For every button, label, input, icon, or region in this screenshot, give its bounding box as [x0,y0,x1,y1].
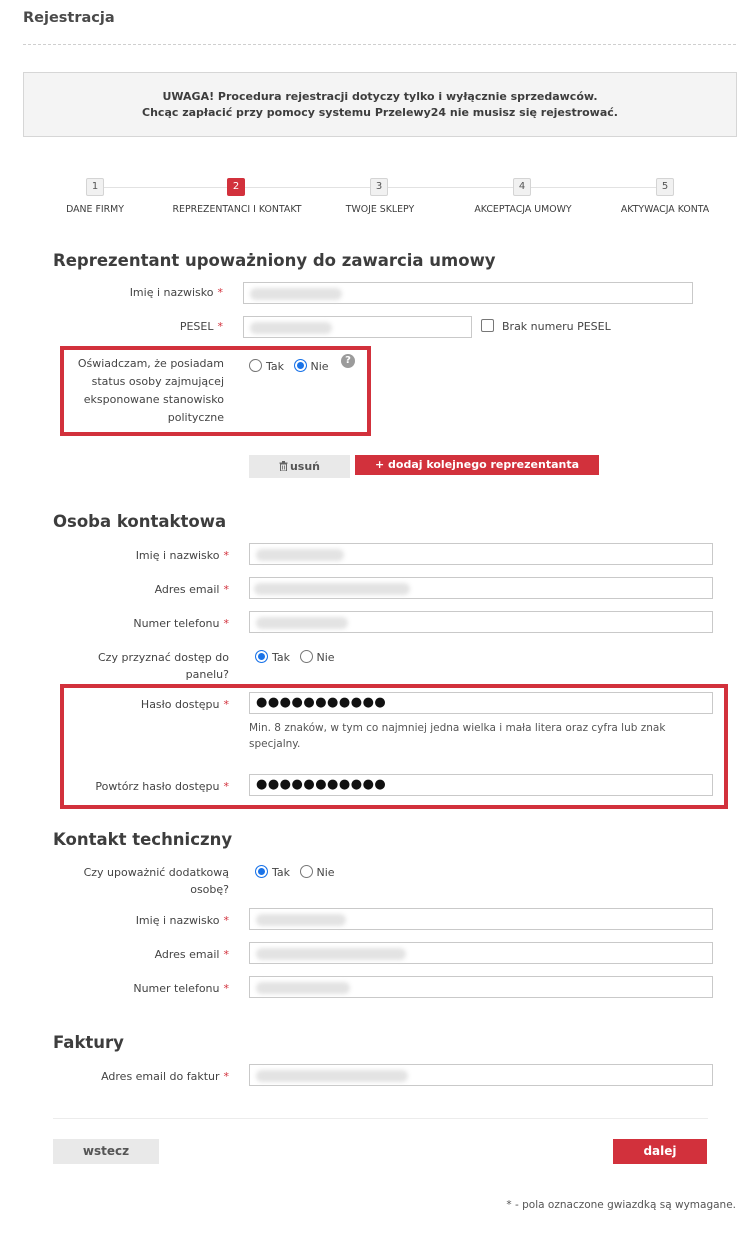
step-2-label: REPREZENTANCI I KONTAKT [172,204,302,215]
tech-email-input[interactable] [249,942,713,964]
step-1-label: DANE FIRMY [66,204,124,215]
authorize-label: Czy upoważnić dodatkową osobę? [83,866,229,896]
access-yes-radio[interactable] [255,650,268,663]
title-divider [23,44,736,45]
pesel-input[interactable] [243,316,472,338]
pep-label: Oświadczam, że posiadam status osoby zajmującej eksponowane stanowisko polityczne [77,357,224,424]
no-pesel-checkbox[interactable] [481,319,494,332]
pep-no-label: Nie [310,360,329,373]
contact-heading: Osoba kontaktowa [53,512,227,531]
password-input[interactable]: ●●●●●●●●●●● [249,692,713,714]
step-4-label: AKCEPTACJA UMOWY [474,204,572,215]
tech-phone-input[interactable] [249,976,713,998]
technical-heading: Kontakt techniczny [53,830,233,849]
contact-email-label: Adres email * [154,583,229,596]
authorize-radio-group [255,865,341,879]
step-1-number[interactable]: 1 [86,178,104,196]
step-5-number[interactable]: 5 [656,178,674,196]
tech-phone-label: Numer telefonu * [133,982,229,995]
next-button[interactable]: dalej [613,1139,707,1164]
no-pesel-label: Brak numeru PESEL [502,320,611,333]
form-divider [53,1118,708,1119]
contact-name-input[interactable] [249,543,713,565]
step-3-label: TWOJE SKLEPY [345,204,415,215]
password-label: Hasło dostępu * [140,698,229,711]
pep-no-radio[interactable] [294,359,307,372]
invoice-email-label: Adres email do faktur * [101,1070,229,1083]
back-button[interactable]: wstecz [53,1139,159,1164]
help-icon[interactable]: ? [341,354,355,368]
authorize-yes-label: Tak [272,866,291,879]
access-no-label: Nie [316,651,335,664]
panel-access-label: Czy przyznać dostęp do panelu? [98,651,229,681]
pep-yes-label: Tak [266,360,285,373]
access-no-radio[interactable] [300,650,313,663]
authorize-no-radio[interactable] [300,865,313,878]
rep-name-input[interactable] [243,282,693,304]
rep-name-label: Imię i nazwisko * [129,286,223,299]
representative-heading: Reprezentant upoważniony do zawarcia umowy [53,251,496,270]
pep-radio-group [249,359,335,373]
step-2-number[interactable]: 2 [227,178,245,196]
step-3-number[interactable]: 3 [370,178,388,196]
pep-yes-radio[interactable] [249,359,262,372]
password-hint: Min. 8 znaków, w tym co najmniej jedna wielka i mała litera oraz cyfra lub znak specjalny. [249,722,666,750]
authorize-yes-radio[interactable] [255,865,268,878]
authorize-no-label: Nie [316,866,335,879]
notice-box [23,72,737,137]
notice-line-2: Chcąc zapłacić przy pomocy systemu Przelewy24 nie musisz się rejestrować. [142,106,618,119]
page-title: Rejestracja [23,10,115,26]
invoices-heading: Faktury [53,1033,124,1052]
remove-representative-button[interactable]: usuń [249,455,350,478]
contact-email-input[interactable] [249,577,713,599]
contact-phone-label: Numer telefonu * [133,617,229,630]
tech-email-label: Adres email * [154,948,229,961]
access-yes-label: Tak [272,651,291,664]
rep-pesel-label: PESEL * [179,320,223,333]
trash-icon [279,461,288,471]
step-4-number[interactable]: 4 [513,178,531,196]
contact-name-label: Imię i nazwisko * [135,549,229,562]
invoice-email-input[interactable] [249,1064,713,1086]
required-fields-footnote: * - pola oznaczone gwiazdką są wymagane. [506,1199,736,1211]
add-representative-button[interactable]: + dodaj kolejnego reprezentanta [355,455,599,475]
notice-line-1: UWAGA! Procedura rejestracji dotyczy tylko i wyłącznie sprzedawców. [162,90,598,103]
repeat-password-input[interactable]: ●●●●●●●●●●● [249,774,713,796]
tech-name-input[interactable] [249,908,713,930]
repeat-password-label: Powtórz hasło dostępu * [95,780,229,793]
contact-phone-input[interactable] [249,611,713,633]
panel-access-radio-group [255,650,341,664]
step-5-label: AKTYWACJA KONTA [620,204,710,215]
tech-name-label: Imię i nazwisko * [135,914,229,927]
